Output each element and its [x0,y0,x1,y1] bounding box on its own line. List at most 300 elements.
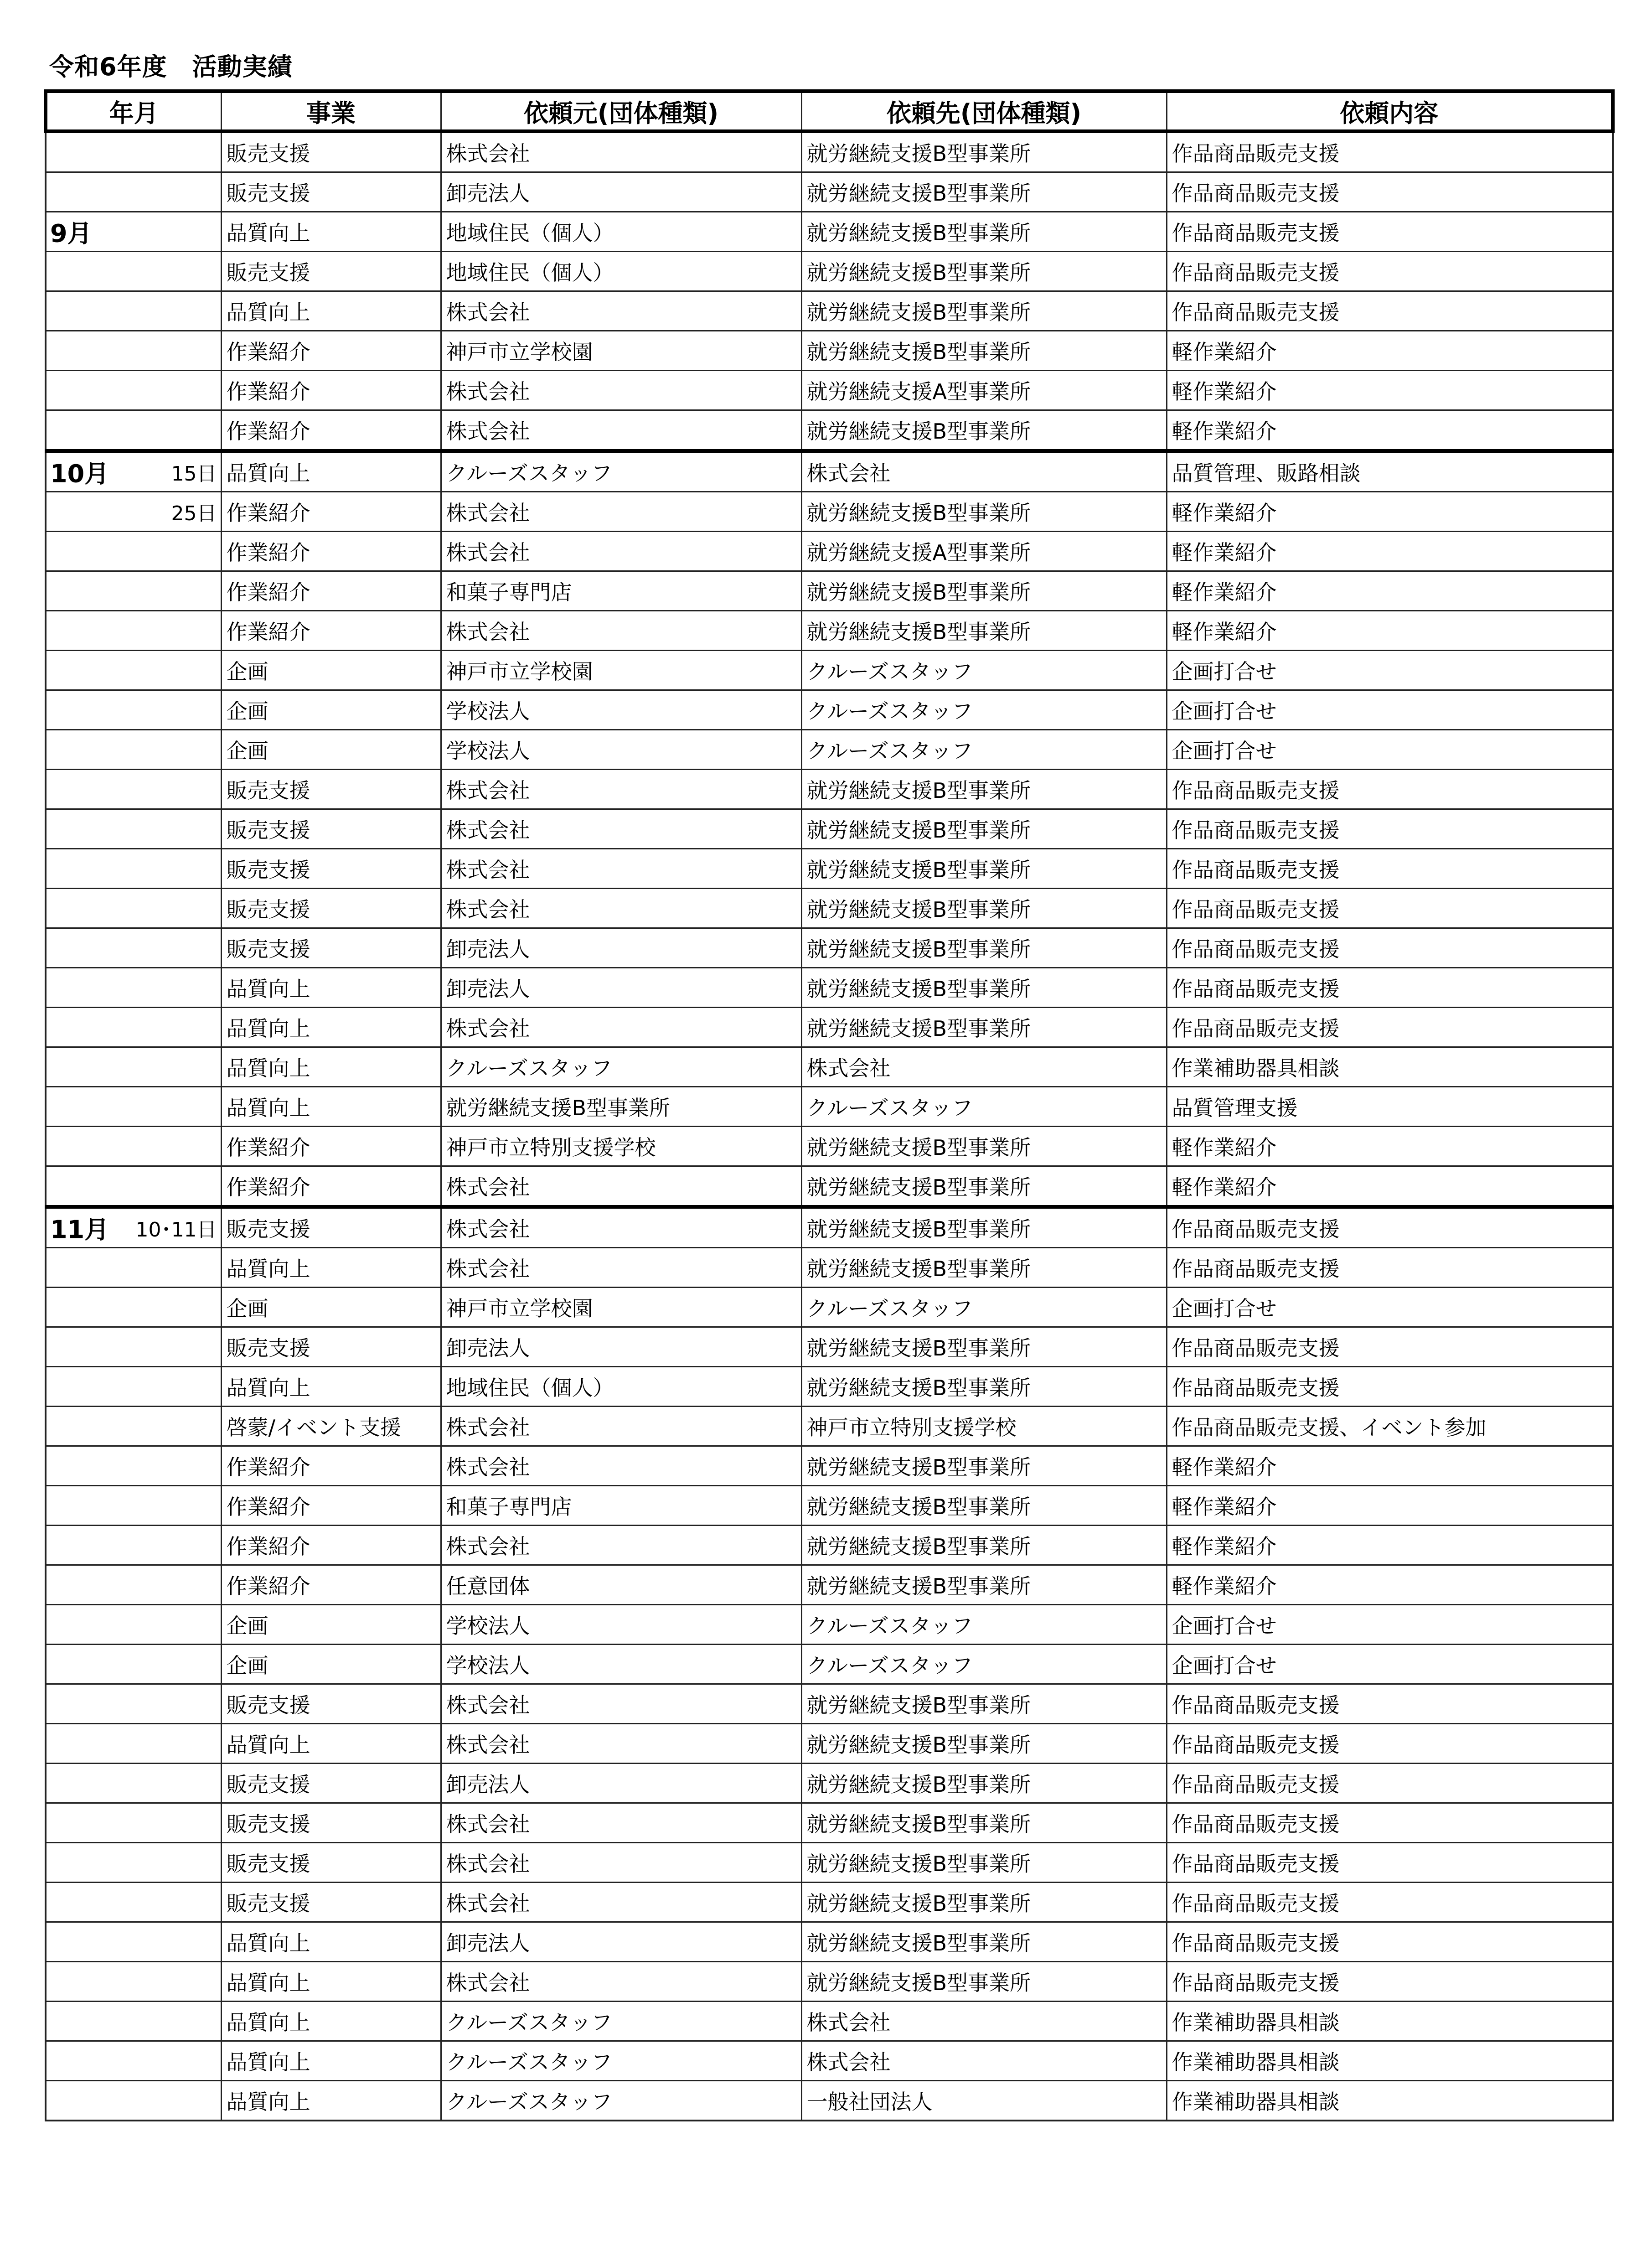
cell-year-month [46,651,221,690]
cell-project: 販売支援 [221,889,441,928]
cell-year-month [46,968,221,1008]
cell-project: 作業紹介 [221,571,441,611]
table-row [46,730,1613,770]
cell-request-content: 作業補助器具相談 [1167,1047,1613,1087]
activity-table [44,89,1615,2121]
table-row [46,1526,1613,1565]
cell-year-month [46,252,221,291]
cell-year-month [46,1166,221,1207]
day-label: 15日 [171,462,217,486]
cell-recipient: 就労継続支援B型事業所 [801,1166,1167,1207]
cell-request-content: 軽作業紹介 [1167,492,1613,532]
cell-project: 企画 [221,651,441,690]
cell-year-month [46,1684,221,1724]
table-row [46,1724,1613,1764]
cell-year-month [46,2041,221,2081]
header-recipient: 依頼先(団体種類) [801,91,1167,131]
cell-request-content: 作品商品販売支援 [1167,1962,1613,2002]
cell-project: 販売支援 [221,1764,441,1803]
cell-recipient: 就労継続支援B型事業所 [801,1248,1167,1288]
cell-requester: 学校法人 [441,1645,801,1684]
cell-requester: 株式会社 [441,371,801,410]
cell-project: 品質向上 [221,1087,441,1127]
cell-year-month [46,1367,221,1407]
cell-recipient: 就労継続支援B型事業所 [801,770,1167,809]
cell-request-content: 企画打合せ [1167,1645,1613,1684]
cell-requester: 学校法人 [441,730,801,770]
cell-project: 品質向上 [221,2041,441,2081]
cell-requester: クルーズスタッフ [441,1047,801,1087]
cell-requester: 株式会社 [441,849,801,889]
cell-year-month [46,212,221,252]
cell-request-content: 作品商品販売支援 [1167,1008,1613,1047]
cell-requester: 株式会社 [441,1724,801,1764]
cell-requester: 株式会社 [441,1883,801,1922]
cell-request-content: 作品商品販売支援 [1167,1724,1613,1764]
cell-requester: 株式会社 [441,1446,801,1486]
cell-year-month [46,889,221,928]
cell-requester: 神戸市立学校園 [441,651,801,690]
cell-requester: 株式会社 [441,1166,801,1207]
cell-request-content: 品質管理支援 [1167,1087,1613,1127]
cell-year-month [46,291,221,331]
cell-project: 品質向上 [221,1008,441,1047]
cell-requester: 地域住民（個人） [441,212,801,252]
table-row [46,571,1613,611]
table-row [46,1565,1613,1605]
cell-project: 企画 [221,1605,441,1645]
cell-project: 企画 [221,730,441,770]
cell-recipient: 株式会社 [801,2002,1167,2041]
table-row [46,1327,1613,1367]
cell-year-month [46,371,221,410]
table-row [46,131,1613,172]
cell-recipient: クルーズスタッフ [801,730,1167,770]
cell-project: 品質向上 [221,212,441,252]
cell-requester: 株式会社 [441,1526,801,1565]
cell-project: 作業紹介 [221,532,441,571]
cell-requester: 株式会社 [441,410,801,451]
cell-project: 作業紹介 [221,1446,441,1486]
cell-requester: 株式会社 [441,889,801,928]
cell-recipient: クルーズスタッフ [801,651,1167,690]
cell-requester: 株式会社 [441,809,801,849]
table-row [46,690,1613,730]
cell-project: 販売支援 [221,770,441,809]
cell-project: 品質向上 [221,1047,441,1087]
cell-requester: 株式会社 [441,1207,801,1248]
table-row [46,1843,1613,1883]
cell-year-month [46,1962,221,2002]
cell-recipient: 就労継続支援A型事業所 [801,532,1167,571]
cell-recipient: 就労継続支援A型事業所 [801,371,1167,410]
cell-request-content: 企画打合せ [1167,730,1613,770]
cell-project: 作業紹介 [221,371,441,410]
table-row [46,1288,1613,1327]
cell-project: 品質向上 [221,2081,441,2121]
cell-request-content: 作品商品販売支援 [1167,849,1613,889]
table-row [46,1684,1613,1724]
cell-project: 品質向上 [221,1367,441,1407]
cell-project: 企画 [221,1288,441,1327]
cell-request-content: 軽作業紹介 [1167,371,1613,410]
cell-project: 販売支援 [221,809,441,849]
table-row [46,1127,1613,1166]
cell-requester: 卸売法人 [441,1764,801,1803]
cell-request-content: 軽作業紹介 [1167,571,1613,611]
cell-requester: 株式会社 [441,532,801,571]
cell-year-month [46,928,221,968]
table-row [46,1207,1613,1248]
cell-recipient: 就労継続支援B型事業所 [801,331,1167,371]
cell-recipient: クルーズスタッフ [801,1288,1167,1327]
table-row [46,2002,1613,2041]
cell-year-month [46,1008,221,1047]
month-label: 9月 [50,219,92,248]
cell-request-content: 作品商品販売支援 [1167,968,1613,1008]
cell-requester: 株式会社 [441,611,801,651]
cell-request-content: 企画打合せ [1167,690,1613,730]
cell-recipient: 就労継続支援B型事業所 [801,1367,1167,1407]
table-row [46,1605,1613,1645]
cell-year-month [46,1047,221,1087]
cell-project: 作業紹介 [221,410,441,451]
table-row [46,1008,1613,1047]
table-header-row [46,91,1613,131]
table-body [46,131,1613,2121]
cell-project: 品質向上 [221,2002,441,2041]
cell-recipient: 株式会社 [801,451,1167,492]
table-row [46,410,1613,451]
cell-request-content: 作業補助器具相談 [1167,2002,1613,2041]
cell-requester: 卸売法人 [441,172,801,212]
table-row [46,611,1613,651]
cell-year-month [46,1127,221,1166]
cell-recipient: 就労継続支援B型事業所 [801,1684,1167,1724]
table-row [46,1446,1613,1486]
cell-project: 作業紹介 [221,611,441,651]
cell-request-content: 軽作業紹介 [1167,331,1613,371]
cell-requester: 神戸市立特別支援学校 [441,1127,801,1166]
cell-year-month [46,172,221,212]
cell-year-month [46,1922,221,1962]
cell-recipient: 就労継続支援B型事業所 [801,410,1167,451]
cell-requester: 株式会社 [441,770,801,809]
cell-request-content: 作品商品販売支援 [1167,1207,1613,1248]
cell-requester: 卸売法人 [441,1327,801,1367]
cell-year-month [46,451,221,492]
table-row [46,1248,1613,1288]
cell-request-content: 軽作業紹介 [1167,532,1613,571]
cell-recipient: 就労継続支援B型事業所 [801,1724,1167,1764]
cell-recipient: 就労継続支援B型事業所 [801,611,1167,651]
cell-project: 啓蒙/イベント支援 [221,1407,441,1446]
table-row [46,889,1613,928]
cell-request-content: 作品商品販売支援 [1167,889,1613,928]
cell-year-month [46,410,221,451]
cell-requester: 株式会社 [441,131,801,172]
table-row [46,451,1613,492]
cell-requester: 株式会社 [441,291,801,331]
cell-requester: 卸売法人 [441,928,801,968]
cell-year-month [46,571,221,611]
cell-requester: 就労継続支援B型事業所 [441,1087,801,1127]
table-row [46,968,1613,1008]
cell-request-content: 軽作業紹介 [1167,1486,1613,1526]
cell-project: 作業紹介 [221,1127,441,1166]
header-requester: 依頼元(団体種類) [441,91,801,131]
cell-year-month [46,131,221,172]
cell-recipient: 就労継続支援B型事業所 [801,1008,1167,1047]
cell-project: 作業紹介 [221,1565,441,1605]
cell-recipient: 就労継続支援B型事業所 [801,1803,1167,1843]
cell-year-month [46,492,221,532]
cell-project: 品質向上 [221,1248,441,1288]
cell-year-month [46,730,221,770]
cell-project: 販売支援 [221,131,441,172]
table-row [46,1962,1613,2002]
cell-request-content: 品質管理、販路相談 [1167,451,1613,492]
cell-year-month [46,1486,221,1526]
cell-requester: 任意団体 [441,1565,801,1605]
cell-recipient: クルーズスタッフ [801,690,1167,730]
day-label: 10･11日 [135,1218,217,1241]
table-row [46,2041,1613,2081]
cell-requester: 神戸市立学校園 [441,1288,801,1327]
month-label: 11月 [50,1215,109,1244]
cell-recipient: 就労継続支援B型事業所 [801,1446,1167,1486]
cell-recipient: 就労継続支援B型事業所 [801,1962,1167,2002]
cell-requester: 学校法人 [441,690,801,730]
cell-project: 販売支援 [221,1684,441,1724]
cell-recipient: 就労継続支援B型事業所 [801,172,1167,212]
page-title: 令和6年度 活動実績 [49,52,293,81]
table-row [46,532,1613,571]
table-row [46,252,1613,291]
cell-year-month [46,1446,221,1486]
cell-request-content: 作品商品販売支援 [1167,1684,1613,1724]
cell-request-content: 作品商品販売支援 [1167,172,1613,212]
cell-project: 販売支援 [221,1803,441,1843]
cell-year-month [46,1764,221,1803]
cell-request-content: 作品商品販売支援 [1167,1367,1613,1407]
cell-request-content: 作品商品販売支援 [1167,928,1613,968]
cell-recipient: 就労継続支援B型事業所 [801,1526,1167,1565]
cell-year-month [46,849,221,889]
cell-request-content: 作品商品販売支援 [1167,1327,1613,1367]
cell-year-month [46,1288,221,1327]
table-row [46,1764,1613,1803]
cell-recipient: 就労継続支援B型事業所 [801,1883,1167,1922]
cell-year-month [46,1605,221,1645]
cell-requester: 地域住民（個人） [441,252,801,291]
table-row [46,849,1613,889]
cell-recipient: 就労継続支援B型事業所 [801,1764,1167,1803]
cell-request-content: 作品商品販売支援 [1167,1883,1613,1922]
cell-requester: 株式会社 [441,1803,801,1843]
cell-request-content: 企画打合せ [1167,651,1613,690]
cell-request-content: 企画打合せ [1167,1605,1613,1645]
cell-year-month [46,2002,221,2041]
table-row [46,1367,1613,1407]
cell-requester: 株式会社 [441,1248,801,1288]
table-row [46,1645,1613,1684]
cell-year-month [46,1526,221,1565]
cell-request-content: 作品商品販売支援 [1167,1248,1613,1288]
cell-recipient: 就労継続支援B型事業所 [801,131,1167,172]
cell-year-month [46,809,221,849]
cell-project: 品質向上 [221,1962,441,2002]
cell-recipient: 就労継続支援B型事業所 [801,849,1167,889]
cell-requester: 神戸市立学校園 [441,331,801,371]
cell-year-month [46,2081,221,2121]
table-row [46,1166,1613,1207]
cell-project: 作業紹介 [221,1526,441,1565]
cell-recipient: 就労継続支援B型事業所 [801,928,1167,968]
cell-request-content: 作品商品販売支援 [1167,252,1613,291]
cell-recipient: 就労継続支援B型事業所 [801,1207,1167,1248]
cell-recipient: クルーズスタッフ [801,1605,1167,1645]
month-label: 10月 [50,459,109,488]
cell-recipient: 株式会社 [801,1047,1167,1087]
table-row [46,1922,1613,1962]
cell-year-month [46,1207,221,1248]
cell-year-month [46,770,221,809]
cell-year-month [46,1327,221,1367]
cell-year-month [46,1724,221,1764]
cell-request-content: 軽作業紹介 [1167,611,1613,651]
table-row [46,172,1613,212]
table-row [46,1047,1613,1087]
cell-recipient: 神戸市立特別支援学校 [801,1407,1167,1446]
cell-year-month [46,1407,221,1446]
cell-recipient: 就労継続支援B型事業所 [801,571,1167,611]
cell-request-content: 軽作業紹介 [1167,1127,1613,1166]
cell-request-content: 作品商品販売支援 [1167,212,1613,252]
cell-project: 作業紹介 [221,331,441,371]
cell-recipient: 就労継続支援B型事業所 [801,1922,1167,1962]
cell-project: 販売支援 [221,1207,441,1248]
cell-recipient: 就労継続支援B型事業所 [801,809,1167,849]
cell-project: 企画 [221,1645,441,1684]
cell-recipient: 一般社団法人 [801,2081,1167,2121]
cell-requester: 株式会社 [441,1962,801,2002]
cell-recipient: 就労継続支援B型事業所 [801,492,1167,532]
cell-requester: 卸売法人 [441,968,801,1008]
cell-request-content: 作品商品販売支援 [1167,291,1613,331]
cell-recipient: 就労継続支援B型事業所 [801,212,1167,252]
cell-request-content: 作品商品販売支援 [1167,131,1613,172]
table-row [46,1803,1613,1843]
cell-requester: 卸売法人 [441,1922,801,1962]
cell-year-month [46,331,221,371]
cell-project: 販売支援 [221,172,441,212]
cell-project: 品質向上 [221,291,441,331]
cell-requester: 和菓子専門店 [441,1486,801,1526]
table-row [46,1883,1613,1922]
cell-requester: 学校法人 [441,1605,801,1645]
cell-project: 作業紹介 [221,492,441,532]
table-row [46,770,1613,809]
cell-requester: クルーズスタッフ [441,2002,801,2041]
header-request-content: 依頼内容 [1167,91,1613,131]
table-row [46,492,1613,532]
table-row [46,2081,1613,2121]
cell-recipient: クルーズスタッフ [801,1645,1167,1684]
cell-project: 作業紹介 [221,1486,441,1526]
cell-requester: クルーズスタッフ [441,451,801,492]
cell-request-content: 作品商品販売支援 [1167,770,1613,809]
cell-year-month [46,1565,221,1605]
header-year-month: 年月 [46,91,221,131]
cell-request-content: 軽作業紹介 [1167,1526,1613,1565]
cell-project: 品質向上 [221,968,441,1008]
cell-request-content: 作品商品販売支援 [1167,1764,1613,1803]
cell-project: 販売支援 [221,1883,441,1922]
cell-recipient: クルーズスタッフ [801,1087,1167,1127]
day-label: 25日 [171,502,217,525]
table-row [46,928,1613,968]
header-project: 事業 [221,91,441,131]
table-row [46,1087,1613,1127]
cell-requester: クルーズスタッフ [441,2041,801,2081]
cell-year-month [46,1803,221,1843]
cell-requester: 株式会社 [441,1684,801,1724]
table-row [46,651,1613,690]
cell-project: 販売支援 [221,1327,441,1367]
cell-request-content: 軽作業紹介 [1167,1446,1613,1486]
table-row [46,331,1613,371]
cell-recipient: 就労継続支援B型事業所 [801,1127,1167,1166]
table-row [46,809,1613,849]
cell-year-month [46,1248,221,1288]
cell-request-content: 作品商品販売支援 [1167,1843,1613,1883]
cell-recipient: 就労継続支援B型事業所 [801,291,1167,331]
cell-recipient: 就労継続支援B型事業所 [801,968,1167,1008]
cell-project: 販売支援 [221,252,441,291]
cell-year-month [46,690,221,730]
cell-request-content: 軽作業紹介 [1167,1565,1613,1605]
cell-year-month [46,1883,221,1922]
cell-year-month [46,1087,221,1127]
cell-project: 品質向上 [221,451,441,492]
cell-requester: 株式会社 [441,492,801,532]
table-row [46,291,1613,331]
cell-request-content: 企画打合せ [1167,1288,1613,1327]
cell-requester: クルーズスタッフ [441,2081,801,2121]
cell-project: 企画 [221,690,441,730]
cell-request-content: 作品商品販売支援 [1167,809,1613,849]
cell-recipient: 株式会社 [801,2041,1167,2081]
cell-request-content: 作業補助器具相談 [1167,2081,1613,2121]
table-row [46,371,1613,410]
cell-request-content: 作品商品販売支援、イベント参加 [1167,1407,1613,1446]
cell-project: 販売支援 [221,1843,441,1883]
table-row [46,1486,1613,1526]
cell-recipient: 就労継続支援B型事業所 [801,1843,1167,1883]
cell-request-content: 軽作業紹介 [1167,1166,1613,1207]
cell-requester: 地域住民（個人） [441,1367,801,1407]
cell-recipient: 就労継続支援B型事業所 [801,1565,1167,1605]
table-row [46,1407,1613,1446]
cell-project: 作業紹介 [221,1166,441,1207]
cell-year-month [46,1843,221,1883]
cell-recipient: 就労継続支援B型事業所 [801,1327,1167,1367]
cell-request-content: 作品商品販売支援 [1167,1803,1613,1843]
cell-request-content: 作業補助器具相談 [1167,2041,1613,2081]
cell-project: 販売支援 [221,928,441,968]
cell-requester: 株式会社 [441,1407,801,1446]
